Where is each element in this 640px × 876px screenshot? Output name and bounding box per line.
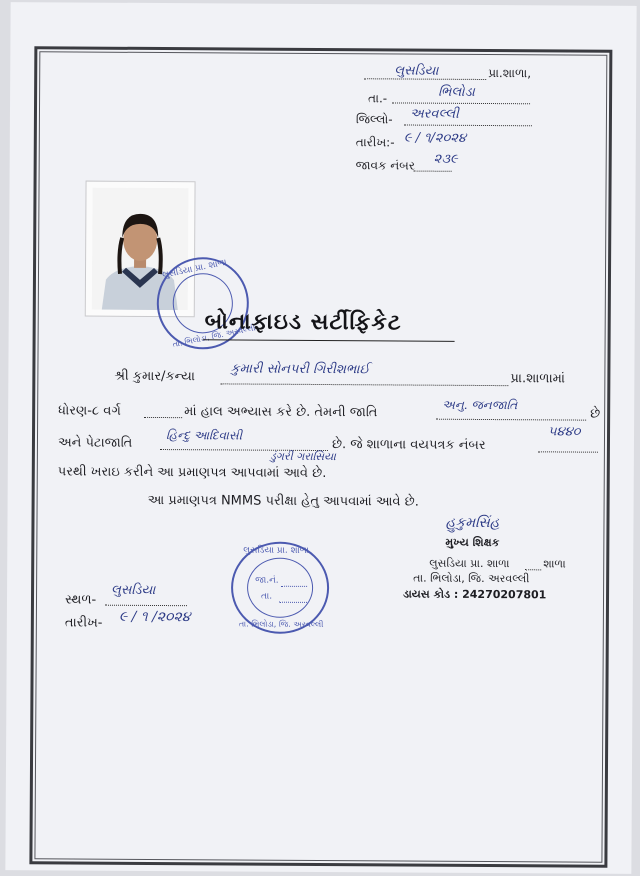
caste-handwritten: અનુ. જનજાતિ (442, 397, 518, 413)
signature-school-dots (525, 569, 541, 570)
certificate-title: બોનાફાઇડ સર્ટીફિકેટ (204, 309, 402, 336)
outward-line (414, 171, 452, 172)
body-line2-end: છે (590, 406, 601, 422)
body-line1-suffix: પ્રા.શાળામાં (510, 371, 566, 387)
round-stamp-jan-line (281, 586, 307, 587)
date-label: તારીખ:- (355, 135, 395, 150)
body-line1-prefix: શ્રી કુમાર/કન્યા (114, 368, 196, 385)
round-stamp-ta-label: તા. (260, 591, 273, 602)
footer-date-handwritten: ૯ / ૧ /૨૦૨૪ (118, 608, 191, 626)
place-label: સ્થળ- (64, 592, 97, 608)
outward-number-handwritten: ૨૩૯ (433, 151, 458, 167)
round-stamp-top-text: લુસડિયા પ્રા. શાળા (243, 545, 309, 556)
signature-role: મુખ્ય શિક્ષક (445, 535, 500, 550)
subcaste-handwritten: હિન્દુ આદિવાસી (165, 428, 243, 443)
signature-school: લુસડિયા પ્રા. શાળા (429, 556, 510, 571)
round-stamp-bottom-text: તા. ભિલોડા, જિ. અરવલ્લી (238, 619, 324, 630)
student-name-handwritten: કુમારી સોનપરી ગિરીશભાઈ (230, 361, 370, 378)
body-line3-prefix: અને પેટાજાતિ (57, 435, 133, 451)
taluka-handwritten: ભિલોડા (438, 84, 475, 100)
register-number-handwritten: ૫૪૪૦ (547, 424, 581, 440)
dise-code: ડાયસ કોડ : 24270207801 (403, 587, 547, 602)
body-line2-mid: માં હાલ અભ્યાસ કરે છે. તેમની જાતિ (184, 404, 378, 421)
signature-school-suffix: શાળા (543, 557, 566, 571)
school-name-handwritten: લુસડિયા (394, 63, 439, 79)
date-handwritten: ૯ / ૧/૨૦૨૪ (403, 130, 467, 146)
school-stamp-round (231, 541, 330, 634)
school-stamp-round-inner (247, 558, 313, 618)
headmaster-signature: હુકુમસિંહ (445, 514, 500, 532)
body-line2-std: ધોરણ-૮ વર્ગ (58, 403, 121, 419)
taluka-label: તા.- (368, 91, 388, 106)
photo-stamp-top-text: લુસડિયા પ્રા. શાળા (161, 257, 228, 281)
round-stamp-ta-line (279, 602, 307, 603)
district-handwritten: અરવલ્લી (409, 106, 459, 122)
school-suffix: પ્રા.શાળા, (488, 66, 532, 81)
body-line5: આ પ્રમાણપત્ર NMMS પરીક્ષા હેતુ આપવામાં આવે છે. (147, 492, 419, 510)
body-line3-mid: છે. જે શાળાના વયપત્રક નંબર (331, 437, 486, 454)
class-line (144, 417, 182, 418)
footer-date-label: તારીખ- (64, 615, 103, 631)
photo-stamp-bottom-text: તા. ભિલોડા, જિ. અરવલ્લી (171, 323, 257, 350)
signature-address: તા. ભિલોડા, જિ. અરવલ્લી (413, 571, 530, 586)
subcaste-insertion-handwritten: ડુંગરી ગરાસિયા (269, 449, 336, 464)
place-handwritten: લુસડિયા (111, 582, 156, 598)
body-line4: પરથી ખરાઇ કરીને આ પ્રમાણપત્ર આપવામાં આવે છે. (57, 464, 327, 482)
district-label: જિલ્લો- (355, 112, 393, 127)
round-stamp-jan-label: જા.નં. (255, 575, 279, 586)
certificate-page (5, 2, 636, 874)
outward-number-label: જાવક નંબર (355, 158, 416, 173)
